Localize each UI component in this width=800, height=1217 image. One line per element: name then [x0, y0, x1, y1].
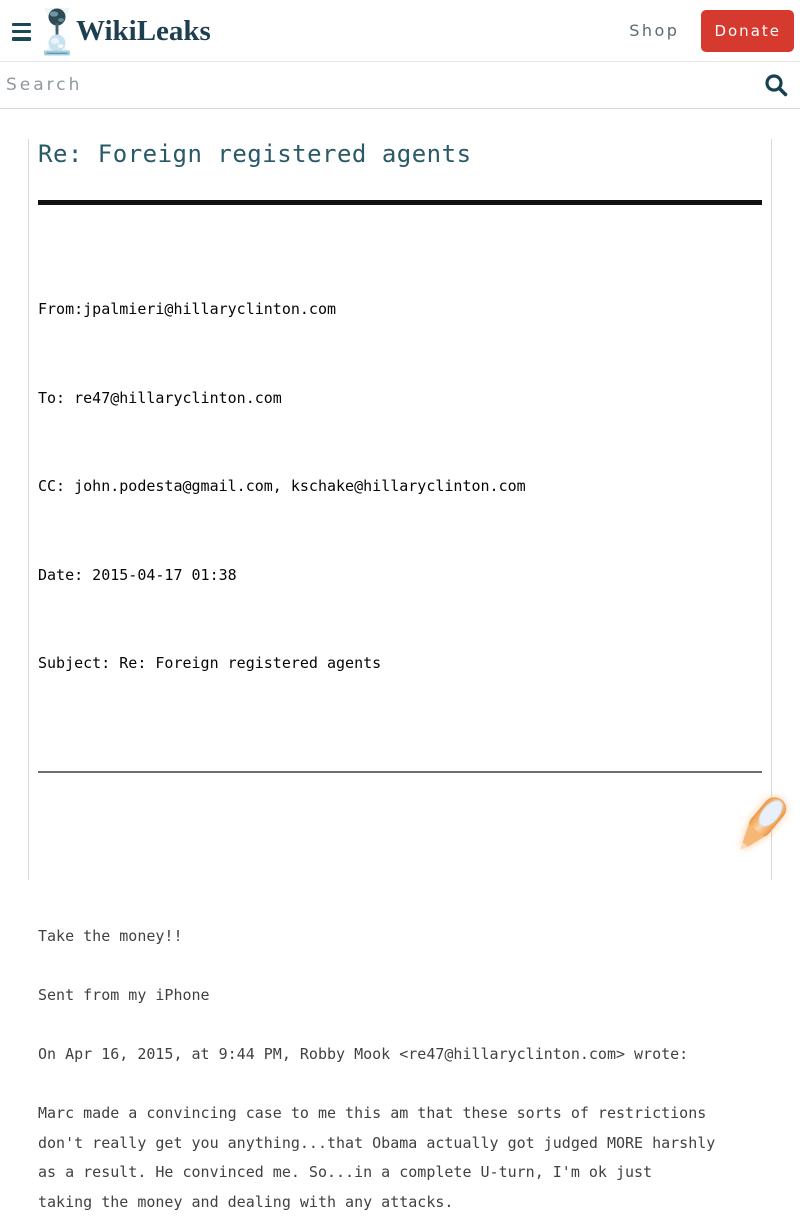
search-icon[interactable] — [763, 72, 790, 99]
menu-bar — [12, 30, 31, 34]
menu-bar — [12, 37, 31, 41]
search-input[interactable] — [6, 75, 763, 95]
top-navigation-bar — [0, 0, 800, 62]
divider-thin — [38, 771, 762, 773]
email-header-from: From:jpalmieri@hillaryclinton.com — [38, 295, 762, 325]
email-header-date: Date: 2015-04-17 01:38 — [38, 561, 762, 591]
email-subject-title: Re: Foreign registered agents — [38, 139, 762, 169]
email-card — [28, 139, 772, 880]
donate-button[interactable]: Donate — [701, 10, 794, 52]
email-header-cc: CC: john.podesta@gmail.com, kschake@hillaryclinton.com — [38, 472, 762, 502]
shop-link[interactable]: Shop — [629, 21, 679, 40]
search-bar — [0, 62, 800, 109]
email-header-subject: Subject: Re: Foreign registered agents — [38, 649, 762, 679]
email-body: Take the money!! Sent from my iPhone On Apr 16, 2015, at 9:44 PM, Robby Mook <re47@hillaryclinton.com> wrote: Marc made a convincing case to me this am that these sorts of restrictions don't really get you anything...that Obama actually got judged MORE harshly as a result. He convinced me. So...in a complete U-turn, I'm ok just taking the money and dealing with any attacks. — [38, 775, 762, 1217]
menu-bar — [12, 23, 31, 27]
divider-thick — [38, 200, 762, 205]
menu-icon[interactable] — [12, 23, 31, 41]
email-header-to: To: re47@hillaryclinton.com — [38, 384, 762, 414]
brand-wordmark[interactable]: WikiLeaks — [76, 15, 211, 48]
email-headers — [38, 236, 762, 738]
wikileaks-hourglass-logo-icon[interactable] — [42, 8, 72, 56]
